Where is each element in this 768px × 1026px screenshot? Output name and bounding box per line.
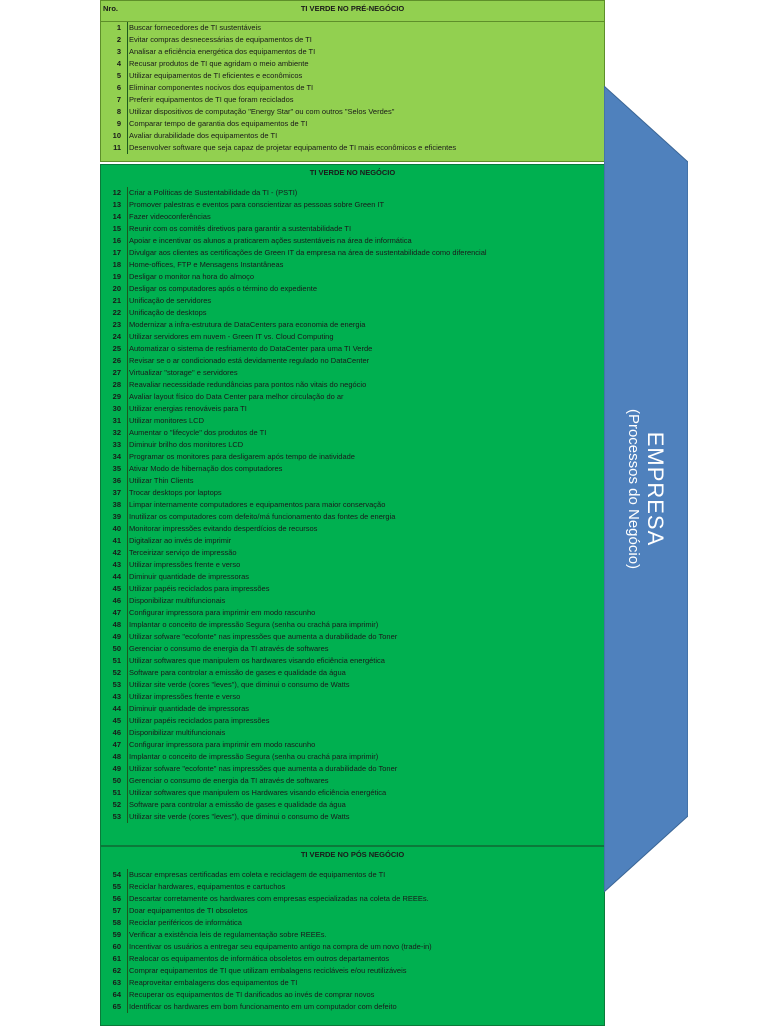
table-row (101, 679, 604, 691)
row-number: 46 (112, 596, 121, 605)
table-row (101, 535, 604, 547)
row-number: 45 (112, 584, 121, 593)
row-number: 55 (112, 882, 121, 891)
row-text: Utilizar papéis reciclados para impressões (127, 583, 604, 595)
row-number: 48 (112, 620, 121, 629)
row-number: 50 (112, 776, 121, 785)
table-row (101, 905, 604, 917)
row-number: 11 (113, 143, 121, 152)
row-number: 65 (112, 1002, 121, 1011)
row-text: Utilizar dispositivos de computação "Energy Star" ou com outros "Selos Verdes" (127, 106, 604, 118)
row-text: Criar a Políticas de Sustentabilidade da TI - (PSTI) (127, 187, 604, 199)
table-row (101, 475, 604, 487)
row-text: Utilizar site verde (cores "leves"), que diminui o consumo de Watts (127, 811, 604, 823)
empresa-rotated-text (624, 409, 668, 569)
row-text: Desligar os computadores após o término do expediente (127, 283, 604, 295)
table-row (101, 58, 604, 70)
row-number: 51 (112, 788, 121, 797)
table-row (101, 727, 604, 739)
table-row (101, 703, 604, 715)
table-row (101, 989, 604, 1001)
row-number: 59 (112, 930, 121, 939)
row-text: Terceirizar serviço de impressão (127, 547, 604, 559)
row-text: Analisar a eficiência energética dos equipamentos de TI (127, 46, 604, 58)
row-text: Comparar tempo de garantia dos equipamentos de TI (127, 118, 604, 130)
column-header-nro: Nro. (103, 4, 118, 13)
section-negocio (100, 164, 605, 846)
row-text: Unificação de servidores (127, 295, 604, 307)
row-number: 44 (112, 572, 121, 581)
table-row (101, 547, 604, 559)
row-number: 50 (112, 644, 121, 653)
table-row (101, 607, 604, 619)
row-text: Diminuir brilho dos monitores LCD (127, 439, 604, 451)
row-number: 53 (112, 812, 121, 821)
row-text: Reciclar hardwares, equipamentos e cartuchos (127, 881, 604, 893)
row-number: 51 (112, 656, 121, 665)
table-row (101, 941, 604, 953)
table-row (101, 523, 604, 535)
row-number: 20 (112, 284, 121, 293)
row-text: Automatizar o sistema de resfriamento do DataCenter para uma TI Verde (127, 343, 604, 355)
table-row (101, 46, 604, 58)
row-text: Desenvolver software que seja capaz de projetar equipamento de TI mais econômicos e eficientes (127, 142, 604, 154)
row-number: 57 (112, 906, 121, 915)
row-text: Utilizar servidores em nuvem - Green IT vs. Cloud Computing (127, 331, 604, 343)
row-text: Evitar compras desnecessárias de equipamentos de TI (127, 34, 604, 46)
row-number: 21 (112, 296, 121, 305)
table-row (101, 893, 604, 905)
empresa-title: EMPRESA (643, 431, 669, 547)
row-number: 53 (112, 680, 121, 689)
row-text: Utilizar energias renováveis para TI (127, 403, 604, 415)
row-number: 28 (112, 380, 121, 389)
table-row (101, 415, 604, 427)
section-title: TI VERDE NO PÓS NEGÓCIO (300, 850, 405, 859)
table-row (101, 965, 604, 977)
table-row (101, 775, 604, 787)
row-text: Avaliar durabilidade dos equipamentos de TI (127, 130, 604, 142)
section-pos-negocio (100, 846, 605, 1026)
section-title: TI VERDE NO PRÉ-NEGÓCIO (300, 4, 405, 13)
table-row (101, 34, 604, 46)
row-text: Trocar desktops por laptops (127, 487, 604, 499)
row-text: Realocar os equipamentos de informática obsoletos em outros departamentos (127, 953, 604, 965)
table-row (101, 118, 604, 130)
table-row (101, 451, 604, 463)
row-number: 24 (112, 332, 121, 341)
row-text: Utilizar monitores LCD (127, 415, 604, 427)
table-row (101, 463, 604, 475)
row-number: 8 (116, 107, 121, 116)
row-text: Buscar empresas certificadas em coleta e reciclagem de equipamentos de TI (127, 869, 604, 881)
section-rows (101, 187, 604, 823)
table-row (101, 427, 604, 439)
row-number: 1 (116, 23, 121, 32)
row-text: Apoiar e incentivar os alunos a praticarem ações sustentáveis na área de informática (127, 235, 604, 247)
row-text: Unificação de desktops (127, 307, 604, 319)
row-number: 46 (112, 728, 121, 737)
table-row (101, 559, 604, 571)
row-number: 49 (112, 632, 121, 641)
row-number: 25 (112, 344, 121, 353)
row-number: 52 (112, 800, 121, 809)
row-text: Implantar o conceito de impressão Segura (senha ou crachá para imprimir) (127, 619, 604, 631)
table-row (101, 751, 604, 763)
table-row (101, 223, 604, 235)
row-text: Utilizar Thin Clients (127, 475, 604, 487)
table-row (101, 643, 604, 655)
row-text: Buscar fornecedores de TI sustentáveis (127, 22, 604, 34)
row-number: 18 (112, 260, 121, 269)
row-text: Monitorar impressões evitando desperdícios de recursos (127, 523, 604, 535)
row-number: 30 (112, 404, 121, 413)
table-row (101, 667, 604, 679)
row-number: 45 (112, 716, 121, 725)
row-text: Incentivar os usuários a entregar seu equipamento antigo na compra de um novo (trade-in) (127, 941, 604, 953)
row-number: 19 (112, 272, 121, 281)
row-number: 63 (112, 978, 121, 987)
row-number: 17 (112, 248, 121, 257)
row-text: Avaliar layout físico do Data Center para melhor circulação do ar (127, 391, 604, 403)
table-row (101, 487, 604, 499)
row-text: Utilizar sofware "ecofonte" nas impressões que aumenta a durabilidade do Toner (127, 631, 604, 643)
row-text: Diminuir quantidade de impressoras (127, 703, 604, 715)
row-number: 43 (112, 560, 121, 569)
table-row (101, 439, 604, 451)
row-text: Configurar impressora para imprimir em modo rascunho (127, 739, 604, 751)
section-header (101, 1, 604, 22)
row-text: Fazer videoconferências (127, 211, 604, 223)
row-number: 23 (112, 320, 121, 329)
row-text: Recuperar os equipamentos de TI danificados ao invés de comprar novos (127, 989, 604, 1001)
row-text: Reavaliar necessidade redundâncias para pontos não vitais do negócio (127, 379, 604, 391)
row-text: Ativar Modo de hibernação dos computadores (127, 463, 604, 475)
table-row (101, 331, 604, 343)
row-number: 43 (112, 692, 121, 701)
row-number: 58 (112, 918, 121, 927)
section-rows (101, 869, 604, 1013)
table-row (101, 319, 604, 331)
row-text: Utilizar softwares que manipulem os hardwares visando eficiência energética (127, 655, 604, 667)
table-row (101, 379, 604, 391)
table-row (101, 655, 604, 667)
table-row (101, 953, 604, 965)
row-text: Disponibilizar multifuncionais (127, 595, 604, 607)
row-number: 42 (112, 548, 121, 557)
section-pre-negocio (100, 0, 605, 162)
row-number: 56 (112, 894, 121, 903)
row-number: 32 (112, 428, 121, 437)
row-text: Modernizar a infra-estrutura de DataCenters para economia de energia (127, 319, 604, 331)
row-text: Home-offices, FTP e Mensagens Instantâneas (127, 259, 604, 271)
table-row (101, 917, 604, 929)
row-number: 61 (112, 954, 121, 963)
row-number: 29 (112, 392, 121, 401)
row-number: 4 (116, 59, 121, 68)
row-number: 47 (112, 608, 121, 617)
row-number: 60 (112, 942, 121, 951)
row-number: 5 (116, 71, 121, 80)
row-number: 13 (112, 200, 121, 209)
table-row (101, 367, 604, 379)
row-number: 27 (112, 368, 121, 377)
row-number: 12 (112, 188, 121, 197)
row-text: Gerenciar o consumo de energia da TI através de softwares (127, 775, 604, 787)
row-number: 47 (112, 740, 121, 749)
row-number: 37 (112, 488, 121, 497)
row-text: Doar equipamentos de TI obsoletos (127, 905, 604, 917)
row-text: Comprar equipamentos de TI que utilizam embalagens recicláveis e/ou reutilizáveis (127, 965, 604, 977)
table-row (101, 1001, 604, 1013)
table-row (101, 247, 604, 259)
table-row (101, 881, 604, 893)
row-text: Preferir equipamentos de TI que foram reciclados (127, 94, 604, 106)
row-text: Diminuir quantidade de impressoras (127, 571, 604, 583)
row-number: 40 (112, 524, 121, 533)
section-rows (101, 22, 604, 154)
section-title: TI VERDE NO NEGÓCIO (309, 168, 396, 177)
row-text: Configurar impressora para imprimir em modo rascunho (127, 607, 604, 619)
table-row (101, 595, 604, 607)
row-text: Utilizar impressões frente e verso (127, 691, 604, 703)
row-number: 31 (112, 416, 121, 425)
table-row (101, 571, 604, 583)
row-text: Utilizar equipamentos de TI eficientes e econômicos (127, 70, 604, 82)
table-row (101, 235, 604, 247)
table-row (101, 295, 604, 307)
row-number: 52 (112, 668, 121, 677)
row-text: Utilizar site verde (cores "leves"), que diminui o consumo de Watts (127, 679, 604, 691)
table-row (101, 511, 604, 523)
table-row (101, 391, 604, 403)
table-row (101, 799, 604, 811)
table-row (101, 271, 604, 283)
table-row (101, 977, 604, 989)
row-number: 54 (112, 870, 121, 879)
table-row (101, 929, 604, 941)
table-row (101, 343, 604, 355)
row-number: 41 (112, 536, 121, 545)
table-row (101, 403, 604, 415)
table-row (101, 211, 604, 223)
row-text: Aumentar o "lifecycle" dos produtos de TI (127, 427, 604, 439)
row-text: Reciclar periféricos de informática (127, 917, 604, 929)
row-text: Recusar produtos de TI que agridam o meio ambiente (127, 58, 604, 70)
row-number: 64 (112, 990, 121, 999)
table-row (101, 283, 604, 295)
row-number: 9 (116, 119, 121, 128)
table-row (101, 631, 604, 643)
table-row (101, 811, 604, 823)
row-number: 6 (116, 83, 121, 92)
row-text: Desligar o monitor na hora do almoço (127, 271, 604, 283)
row-text: Identificar os hardwares em bom funcionamento em um computador com defeito (127, 1001, 604, 1013)
row-text: Utilizar papéis reciclados para impressões (127, 715, 604, 727)
row-number: 39 (112, 512, 121, 521)
row-text: Virtualizar "storage" e servidores (127, 367, 604, 379)
table-row (101, 583, 604, 595)
row-text: Programar os monitores para desligarem após tempo de inatividade (127, 451, 604, 463)
row-text: Utilizar impressões frente e verso (127, 559, 604, 571)
table-row (101, 691, 604, 703)
row-number: 35 (112, 464, 121, 473)
table-row (101, 106, 604, 118)
row-text: Descartar corretamente os hardwares com empresas especializadas na coleta de REEEs. (127, 893, 604, 905)
row-number: 14 (112, 212, 121, 221)
row-number: 44 (112, 704, 121, 713)
row-text: Software para controlar a emissão de gases e qualidade da água (127, 799, 604, 811)
row-number: 2 (116, 35, 121, 44)
row-number: 15 (112, 224, 121, 233)
row-text: Divulgar aos clientes as certificações de Green IT da empresa na área de sustentabilidade como diferencial (127, 247, 604, 259)
row-text: Revisar se o ar condicionado está devidamente regulado no DataCenter (127, 355, 604, 367)
row-number: 16 (112, 236, 121, 245)
table-row (101, 130, 604, 142)
table-row (101, 787, 604, 799)
row-text: Verificar a existência leis de regulamentação sobre REEEs. (127, 929, 604, 941)
row-number: 36 (112, 476, 121, 485)
row-text: Inutilizar os computadores com defeito/má funcionamento das fontes de energia (127, 511, 604, 523)
row-number: 33 (112, 440, 121, 449)
table-row (101, 763, 604, 775)
table-row (101, 869, 604, 881)
row-text: Implantar o conceito de impressão Segura (senha ou crachá para imprimir) (127, 751, 604, 763)
row-number: 10 (112, 131, 121, 140)
row-text: Limpar internamente computadores e equipamentos para maior conservação (127, 499, 604, 511)
table-row (101, 82, 604, 94)
table-row (101, 739, 604, 751)
table-row (101, 307, 604, 319)
row-number: 38 (112, 500, 121, 509)
table-row (101, 94, 604, 106)
row-number: 34 (112, 452, 121, 461)
row-text: Reaproveitar embalagens dos equipamentos de TI (127, 977, 604, 989)
table-row (101, 619, 604, 631)
table-row (101, 355, 604, 367)
table-row (101, 70, 604, 82)
row-text: Utilizar softwares que manipulem os Hardwares visando eficiência energética (127, 787, 604, 799)
table-row (101, 22, 604, 34)
row-number: 3 (116, 47, 121, 56)
row-number: 48 (112, 752, 121, 761)
empresa-subtitle: (Processos do Negócio) (625, 408, 643, 570)
row-number: 26 (112, 356, 121, 365)
table-row (101, 199, 604, 211)
row-text: Disponibilizar multifuncionais (127, 727, 604, 739)
table-row (101, 259, 604, 271)
row-text: Promover palestras e eventos para conscientizar as pessoas sobre Green IT (127, 199, 604, 211)
row-number: 62 (112, 966, 121, 975)
table-row (101, 715, 604, 727)
row-text: Gerenciar o consumo de energia da TI através de softwares (127, 643, 604, 655)
section-header (101, 847, 604, 869)
row-number: 7 (116, 95, 121, 104)
empresa-label-group (604, 86, 688, 892)
row-text: Digitalizar ao invés de imprimir (127, 535, 604, 547)
row-text: Utilizar sofware "ecofonte" nas impressões que aumenta a durabilidade do Toner (127, 763, 604, 775)
section-header (101, 165, 604, 187)
row-text: Eliminar componentes nocivos dos equipamentos de TI (127, 82, 604, 94)
table-row (101, 142, 604, 154)
row-text: Reunir com os comitês diretivos para garantir a sustentabilidade TI (127, 223, 604, 235)
row-text: Software para controlar a emissão de gases e qualidade da água (127, 667, 604, 679)
row-number: 22 (112, 308, 121, 317)
table-row (101, 499, 604, 511)
table-row (101, 187, 604, 199)
row-number: 49 (112, 764, 121, 773)
